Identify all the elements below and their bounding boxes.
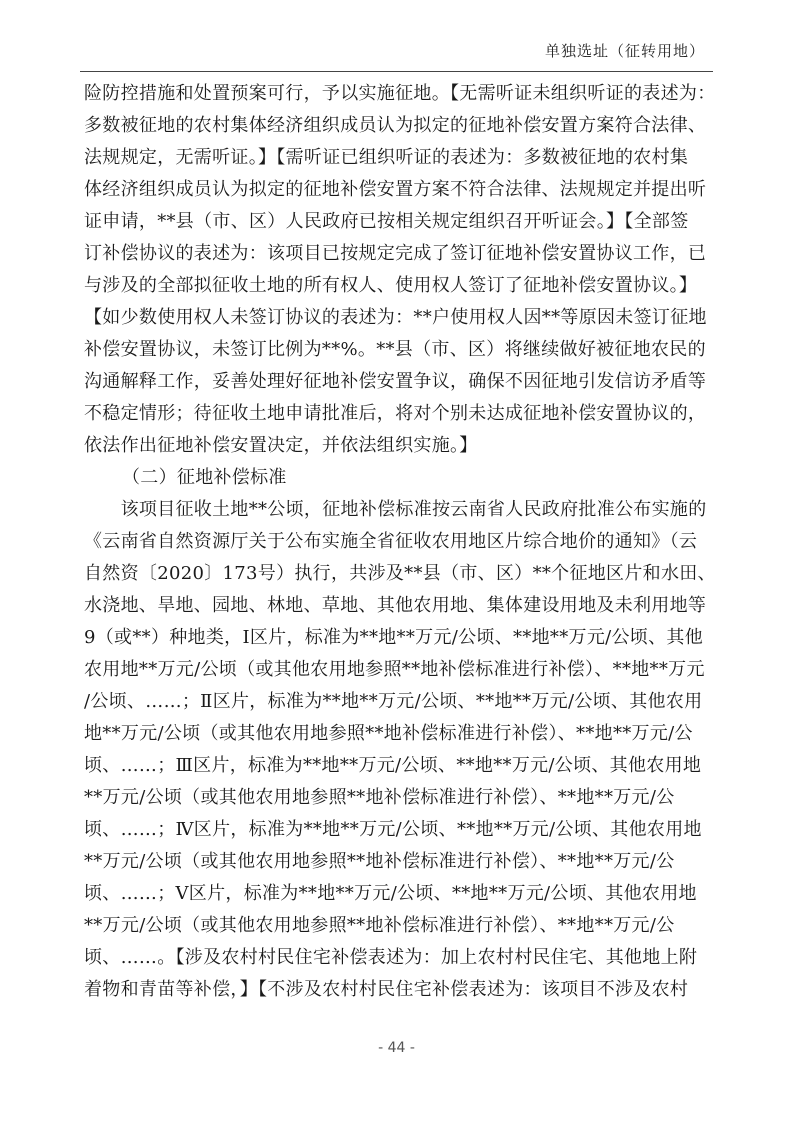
paragraph-line: **万元/公顷（或其他农用地参照**地补偿标准进行补偿）、**地**万元/公 [84, 915, 675, 936]
section-heading: （二）征地补偿标准 [122, 467, 287, 488]
paragraph-line: 不稳定情形；待征收土地申请批准后，将对个别未达成征地补偿安置协议的， [84, 403, 707, 424]
paragraph-line: 《云南省自然资源厅关于公布实施全省征收农用地区片综合地价的通知》（云 [84, 531, 698, 552]
paragraph-line: 法规规定，无需听证。】【需听证已组织听证的表述为：多数被征地的农村集 [84, 147, 689, 168]
paragraph-line: 着物和青苗等补偿，】【不涉及农村村民住宅补偿表述为：该项目不涉及农村 [84, 979, 689, 1000]
paragraph-line: **万元/公顷（或其他农用地参照**地补偿标准进行补偿）、**地**万元/公 [84, 787, 675, 808]
paragraph-line: 订补偿协议的表述为：该项目已按规定完成了签订征地补偿安置协议工作，已 [84, 243, 707, 264]
paragraph-line: 自然资〔2020〕173号）执行，共涉及**县（市、区）**个征地区片和水田、 [84, 563, 716, 584]
page-number: - 44 - [378, 1040, 415, 1056]
document-body [84, 78, 720, 1006]
paragraph-line: /公顷、……；Ⅱ区片，标准为**地**万元/公顷、**地**万元/公顷、其他农用 [84, 691, 703, 712]
paragraph-line: 多数被征地的农村集体经济组织成员认为拟定的征地补偿安置方案符合法律、 [84, 115, 707, 136]
paragraph-line: 顷、……；Ⅳ区片，标准为**地**万元/公顷、**地**万元/公顷、其他农用地 [84, 819, 702, 840]
paragraph-line: 证申请，**县（市、区）人民政府已按相关规定组织召开听证会。】【全部签 [84, 211, 689, 232]
paragraph-line: 顷、……；Ⅲ区片，标准为**地**万元/公顷、**地**万元/公顷、其他农用地 [84, 755, 702, 776]
paragraph-line: 地**万元/公顷（或其他农用地参照**地补偿标准进行补偿）、**地**万元/公 [84, 723, 693, 744]
paragraph-line: 顷、……；Ⅴ区片，标准为**地**万元/公顷、**地**万元/公顷、其他农用地 [84, 883, 697, 904]
paragraph-line: 沟通解释工作，妥善处理好征地补偿安置争议，确保不因征地引发信访矛盾等 [84, 371, 707, 392]
running-header: 单独选址（征转用地） [544, 42, 705, 60]
paragraph-line: 体经济组织成员认为拟定的征地补偿安置方案不符合法律、法规规定并提出听 [84, 179, 707, 200]
paragraph-line: 补偿安置协议，未签订比例为**%。**县（市、区）将继续做好被征地农民的 [84, 339, 706, 360]
paragraph-line: 依法作出征地补偿安置决定，并依法组织实施。】 [84, 435, 478, 456]
paragraph-line: 与涉及的全部拟征收土地的所有权人、使用权人签订了征地补偿安置协议。】 [84, 275, 698, 296]
paragraph-line: 水浇地、旱地、园地、林地、草地、其他农用地、集体建设用地及未利用地等 [84, 595, 707, 616]
paragraph-line: 【如少数使用权人未签订协议的表述为：**户使用权人因**等原因未签订征地 [84, 307, 707, 328]
paragraph-line: 险防控措施和处置预案可行，予以实施征地。【无需听证未组织听证的表述为： [84, 83, 716, 104]
header-divider [80, 71, 713, 72]
paragraph-line: 该项目征收土地**公顷，征地补偿标准按云南省人民政府批准公布实施的 [84, 499, 707, 520]
paragraph-line: 农用地**万元/公顷（或其他农用地参照**地补偿标准进行补偿）、**地**万元 [84, 659, 705, 680]
paragraph-line: **万元/公顷（或其他农用地参照**地补偿标准进行补偿）、**地**万元/公 [84, 851, 675, 872]
paragraph-line: 9（或**）种地类，Ⅰ区片，标准为**地**万元/公顷、**地**万元/公顷、其他 [84, 627, 703, 648]
paragraph-line: 顷、……。【涉及农村村民住宅补偿表述为：加上农村村民住宅、其他地上附 [84, 947, 698, 968]
